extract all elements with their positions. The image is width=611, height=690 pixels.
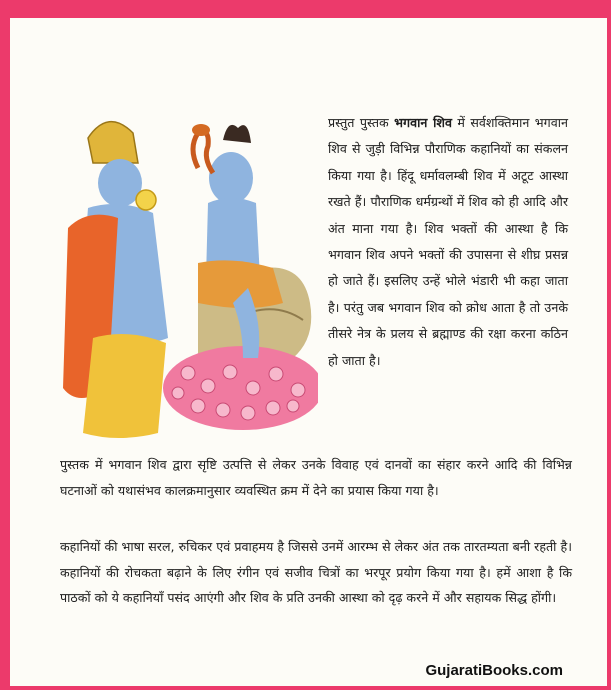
paragraph-3: कहानियों की भाषा सरल, रुचिकर एवं प्रवाहमय है जिससे उनमें आरम्भ से लेकर अंत तक तारतम्यता बनी रहती है। कहानियों की रोचकता बढ़ाने के लिए रंगीन एवं सजीव चित्रों का भरपूर प्रयोग किया गया है। हमें आशा है कि पाठकों को ये कहानियाँ पसंद आएंगी और शिव के प्रति उनकी आस्था को दृढ़ करने में और सहायक सिद्ध होंगी।: [60, 539, 572, 606]
intro-prefix: प्रस्तुत पुस्तक: [328, 115, 395, 130]
paragraph-2: पुस्तक में भगवान शिव द्वारा सृष्टि उत्पत्ति से लेकर उनके विवाह एवं दानवों का संहार करने आदि की विभिन्न घटनाओं को यथासंभव कालक्रमानुसार व्यवस्थित क्रम में देने का प्रयास किया गया है।: [60, 457, 572, 498]
intro-text: में सर्वशक्तिमान भगवान शिव से जुड़ी विभिन्न पौराणिक कहानियों का संकलन किया गया है। हिंदू धर्मावलम्बी शिव में अटूट आस्था रखते हैं। पौराणिक धर्मग्रन्थों में शिव को ही आदि और अंत माना गया है। शिव भक्तों की आस्था है कि भगवान शिव अपने भक्तों की उपासना से शीघ्र प्रसन्न हो जाते हैं। इसलिए उन्हें भोले भंडारी भी कहा जाता है। परंतु जब भगवान शिव को क्रोध आता है तो उनके तीसरे नेत्र के प्रलय से ब्रह्माण्ड की रक्षा करना कठिन हो जाता है।: [328, 115, 568, 368]
shiva-vishnu-illustration: [48, 88, 318, 448]
book-back-cover: [10, 18, 607, 686]
book-title: भगवान शिव: [394, 115, 452, 130]
intro-paragraph: [328, 110, 568, 374]
watermark: GujaratiBooks.com: [425, 662, 563, 679]
